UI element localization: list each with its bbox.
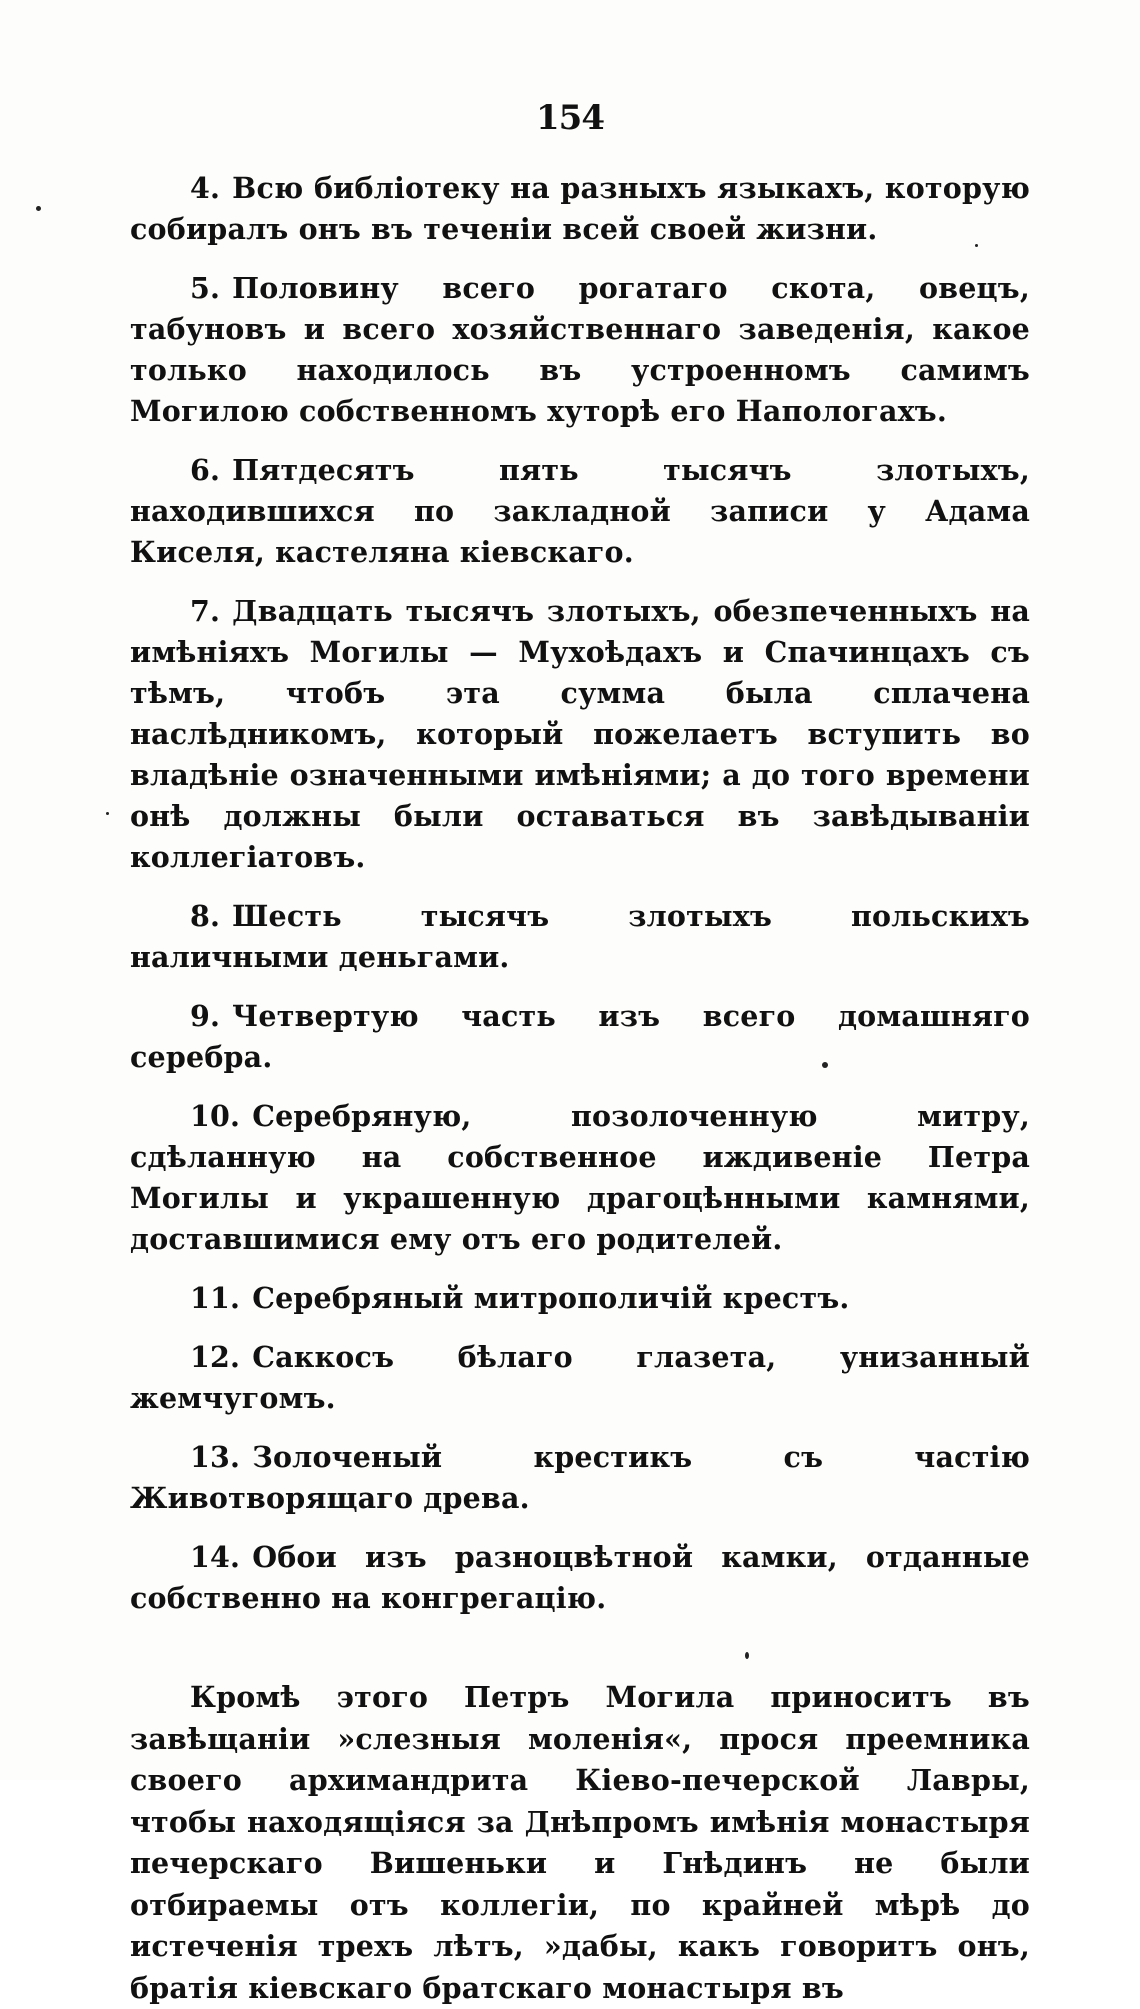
list-item <box>130 268 1030 432</box>
list-item <box>130 1537 1030 1619</box>
item-number: 8. <box>190 899 221 933</box>
item-text: Серебряный митрополичій крестъ. <box>252 1281 850 1315</box>
item-number: 11. <box>190 1281 241 1315</box>
list-item <box>130 1278 1030 1319</box>
item-number: 10. <box>190 1099 241 1133</box>
print-speck <box>975 244 978 247</box>
text-block <box>130 168 1030 2009</box>
page-number: 154 <box>536 98 604 138</box>
item-number: 9. <box>190 999 221 1033</box>
item-text: Четвертую часть изъ всего домашняго серебра. <box>130 999 1030 1074</box>
print-speck <box>36 206 41 211</box>
item-text: Всю библіотеку на разныхъ языкахъ, которую собиралъ онъ въ теченіи всей своей жизни. <box>130 171 1030 246</box>
list-item <box>130 168 1030 250</box>
item-number: 14. <box>190 1540 241 1574</box>
list-item <box>130 1337 1030 1419</box>
list-item <box>130 1096 1030 1260</box>
item-number: 7. <box>190 594 221 628</box>
print-speck <box>745 1652 749 1659</box>
section-gap <box>130 1637 1030 1677</box>
print-speck <box>822 1062 828 1068</box>
item-text: Пятдесятъ пять тысячъ злотыхъ, находившихся по закладной записи у Адама Киселя, кастеляна кіевскаго. <box>130 453 1030 569</box>
list-item <box>130 591 1030 878</box>
item-text: Обои изъ разноцвѣтной камки, отданные собственно на конгрегацію. <box>130 1540 1030 1615</box>
item-text: Двадцать тысячъ злотыхъ, обезпеченныхъ на имѣніяхъ Могилы — Мухоѣдахъ и Спачинцахъ съ тѣмъ, чтобъ эта сумма была сплачена наслѣдникомъ, который пожелаетъ вступить во владѣніе означенными имѣніями; а до того времени онѣ должны были оставаться въ завѣдываніи коллегіатовъ. <box>130 594 1030 874</box>
item-number: 5. <box>190 271 221 305</box>
item-number: 12. <box>190 1340 241 1374</box>
list-item <box>130 896 1030 978</box>
list-item <box>130 1437 1030 1519</box>
print-speck <box>106 812 109 815</box>
item-text: Саккосъ бѣлаго глазета, унизанный жемчугомъ. <box>130 1340 1030 1415</box>
item-number: 6. <box>190 453 221 487</box>
item-text: Золоченый крестикъ съ частію Животворящаго древа. <box>130 1440 1030 1515</box>
closing-paragraph: Кромѣ этого Петръ Могила приноситъ въ завѣщаніи »слезныя моленія«, прося преемника своего архимандрита Кіево-печерской Лавры, чтобы находящіяся за Днѣпромъ имѣнія монастыря печерскаго Вишеньки и Гнѣдинъ не были отбираемы отъ коллегіи, по крайней мѣрѣ до истеченія трехъ лѣтъ, »дабы, какъ говоритъ онъ, братія кіевскаго братскаго монастыря въ <box>130 1680 1030 2005</box>
item-number: 13. <box>190 1440 241 1474</box>
list-item <box>130 450 1030 573</box>
item-text: Серебряную, позолоченную митру, сдѣланную на собственное иждивеніе Петра Могилы и украшенную драгоцѣнными камнями, доставшимися ему отъ его родителей. <box>130 1099 1030 1256</box>
list-item <box>130 996 1030 1078</box>
item-number: 4. <box>190 171 221 205</box>
item-text: Шесть тысячъ злотыхъ польскихъ наличными деньгами. <box>130 899 1030 974</box>
item-text: Половину всего рогатаго скота, овецъ, табуновъ и всего хозяйственнаго заведенія, какое только находилось въ устроенномъ самимъ Могилою собственномъ хуторѣ его Напологахъ. <box>130 271 1030 428</box>
